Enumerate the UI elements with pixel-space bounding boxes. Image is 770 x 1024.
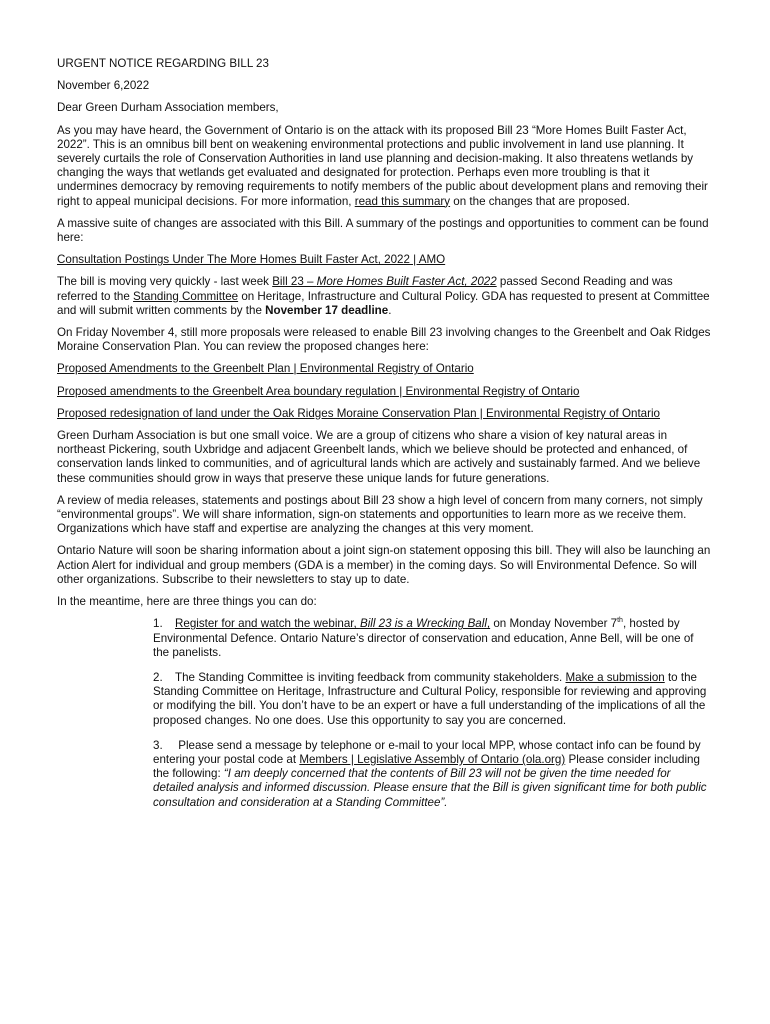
bill-23-link-plain: Bill 23 – [272, 275, 317, 289]
step-2-number: 2. [153, 670, 163, 684]
oak-ridges-link[interactable]: Proposed redesignation of land under the Oak Ridges Moraine Conservation Plan | Environmental Registry of Ontario [57, 406, 660, 420]
gda-paragraph: Green Durham Association is but one small voice. We are a group of citizens who share a vision of key natural areas in northeast Pickering, south Uxbridge and adjacent Greenbelt lands, which we believe should be protected and enhanced, of conservation lands linked to communities, and of agricultural lands which are actively and sustainably farmed. And we believe these communities should grow in ways that preserve these unique lands for future generations. [57, 429, 701, 485]
webinar-link-italic: Bill 23 is a Wrecking Ball [359, 617, 487, 631]
meantime-paragraph: In the meantime, here are three things you can do: [57, 595, 317, 609]
greenbelt-plan-link-paragraph [57, 362, 712, 376]
intro-paragraph [57, 124, 712, 209]
suite-paragraph: A massive suite of changes are associated with this Bill. A summary of the postings and opportunities to comment can be found here: [57, 216, 709, 245]
moving-mid: passed Second Reading and was referred to the [57, 275, 673, 303]
moving-pre: The bill is moving very quickly - last week [57, 275, 273, 289]
webinar-link[interactable] [175, 617, 490, 630]
ola-members-link[interactable]: Members | Legislative Assembly of Ontario (ola.org) [299, 752, 566, 766]
step-2 [153, 671, 712, 728]
amo-postings-link[interactable]: Consultation Postings Under The More Homes Built Faster Act, 2022 | AMO [57, 253, 446, 267]
moving-post: on Heritage, Infrastructure and Cultural Policy. GDA has requested to present at Committee and will submit written comments by the [57, 289, 710, 317]
greenbelt-boundary-link-paragraph [57, 385, 712, 399]
review-paragraph: A review of media releases, statements and postings about Bill 23 show a high level of concern from many corners, not simply “environmental groups”. We will share information, sign-on statements and opportunities to learn more as we receive them. Organizations which have staff and expertise are analyzing the changes at this very moment. [57, 493, 703, 536]
step-1-rest: , hosted by Environmental Defence. Ontario Nature’s director of conservation and education, Anne Bell, will be one of the panelists. [153, 617, 694, 659]
deadline-text: November 17 deadline [265, 303, 389, 317]
greeting: Dear Green Durham Association members, [57, 101, 279, 115]
step-2-pre: The Standing Committee is inviting feedback from community stakeholders. [175, 670, 566, 684]
webinar-link-plain: Register for and watch the webinar, [175, 617, 360, 631]
notice-title: URGENT NOTICE REGARDING BILL 23 [57, 57, 269, 70]
step-3 [153, 739, 712, 810]
oak-ridges-link-paragraph [57, 407, 712, 421]
step-3-pre: Please send a message by telephone or e-mail to your local MPP, whose contact info can be found by entering your postal code at [153, 738, 701, 766]
intro-tail: on the changes that are proposed. [450, 194, 630, 208]
standing-committee-link[interactable]: Standing Committee [133, 289, 239, 303]
step-2-post: to the Standing Committee on Heritage, Infrastructure and Cultural Policy, responsible for reviewing and approving or modifying the bill. You don’t have to be an expert or have a full understanding of the implications of all the proposed changes. No one does. Use this opportunity to say you are concerned. [153, 670, 707, 727]
step-1-sup: th [617, 617, 623, 625]
greenbelt-plan-link[interactable]: Proposed Amendments to the Greenbelt Plan | Environmental Registry of Ontario [57, 362, 474, 376]
step-3-quote: “I am deeply concerned that the contents of Bill 23 will not be given the time needed for detailed analysis and informed discussion. Please ensure that the Bill is given significant time for both public consultation and consideration at a Standing Committee”. [153, 767, 707, 809]
step-1 [153, 617, 712, 660]
read-summary-link[interactable]: read this summary [354, 194, 451, 208]
notice-date: November 6,2022 [57, 79, 150, 93]
moving-end: . [388, 303, 392, 317]
step-3-post: Please consider including the following: [153, 752, 700, 781]
step-1-number: 1. [153, 617, 163, 631]
make-submission-link[interactable]: Make a submission [565, 670, 665, 684]
webinar-link-comma: , [486, 617, 491, 631]
amo-link-paragraph [57, 253, 712, 267]
step-1-text: on Monday November 7 [490, 617, 618, 631]
document-body [57, 57, 712, 821]
bill-23-link[interactable] [272, 275, 496, 288]
intro-text: As you may have heard, the Government of Ontario is on the attack with its proposed Bill 23 “More Homes Built Faster Act, 2022”. This is an omnibus bill bent on weakening environmental protections and public involvement in land use planning. It severely curtails the role of Conservation Authorities in land use planning and decision-making. It also threatens wetlands by changing the ways that wetlands get evaluated and designated for protection. Perhaps even more troubling is that it undermines democracy by removing requirements to notify members of the public about development plans and removing their right to appeal municipal decisions. For more information, [57, 123, 708, 208]
action-steps [153, 617, 712, 809]
bill-23-link-italic: More Homes Built Faster Act, 2022 [316, 275, 497, 289]
ontario-nature-paragraph: Ontario Nature will soon be sharing information about a joint sign-on statement opposing this bill. They will also be launching an Action Alert for individual and group members (GDA is a member) in the coming days. So will Environmental Defence. So will other organizations. Subscribe to their newsletters to stay up to date. [57, 544, 711, 586]
greenbelt-boundary-link[interactable]: Proposed amendments to the Greenbelt Area boundary regulation | Environmental Registry of Ontario [57, 384, 580, 398]
moving-paragraph [57, 275, 712, 318]
step-3-number: 3. [153, 738, 163, 752]
friday-paragraph: On Friday November 4, still more proposals were released to enable Bill 23 involving changes to the Greenbelt and Oak Ridges Moraine Conservation Plan. You can review the proposed changes here: [57, 326, 711, 354]
